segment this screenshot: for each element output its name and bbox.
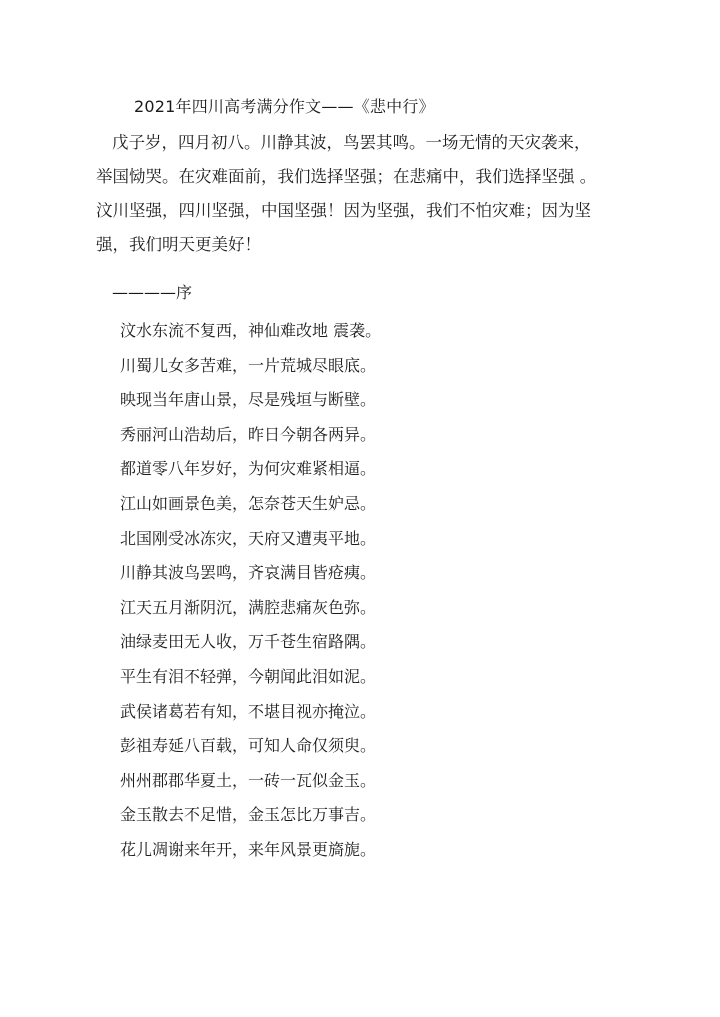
poem-list [120,314,381,868]
poem-line: 花儿凋谢来年开，来年风景更旖旎。 [120,839,377,859]
poem-line: 川静其波鸟罢鸣，齐哀满目皆疮痍。 [120,563,377,583]
poem-line: 州州郡郡华夏土，一砖一瓦似金玉。 [120,770,377,790]
intro-line: 汶川坚强，四川坚强，中国坚强！因为坚强，我们不怕灾难；因为坚 [96,201,591,220]
poem-line: 金玉散去不足惜，金玉怎比万事吉。 [120,805,377,825]
essay-title: 2021年四川高考满分作文——《悲中行》 [134,97,435,116]
poem-line: 平生有泪不轻弹，今朝闻此泪如泥。 [120,666,377,686]
poem-line: 油绿麦田无人收，万千苍生宿路隅。 [120,632,377,652]
poem-line: 江山如画景色美，怎奈苍天生妒忌。 [120,493,377,513]
poem-line: 汶水东流不复西，神仙难改地 震袭。 [120,321,382,340]
intro-line: 戊子岁，四月初八。川静其波，鸟罢其鸣。一场无情的天灾袭来， [112,133,591,152]
intro-line: 举国恸哭。在灾难面前，我们选择坚强；在悲痛中，我们选择坚强 。 [96,167,597,186]
poem-line: 江天五月渐阴沉，满腔悲痛灰色弥。 [120,597,377,617]
poem-line: 北国刚受冰冻灾，天府又遭夷平地。 [120,528,377,548]
intro-paragraph [96,126,656,262]
intro-line: 强，我们明天更美好！ [96,235,261,254]
poem-line: 彭祖寿延八百载，可知人命仅须臾。 [120,736,377,756]
poem-line: 都道零八年岁好，为何灾难紧相逼。 [120,459,377,479]
poem-line: 秀丽河山浩劫后，昨日今朝各两异。 [120,424,377,444]
poem-line: 映现当年唐山景，尽是残垣与断壁。 [120,390,377,410]
poem-line: 武侯诸葛若有知，不堪目视亦掩泣。 [120,701,377,721]
poem-line: 川蜀儿女多苦难，一片荒城尽眼底。 [120,355,377,375]
preface-label: ————序 [112,283,193,302]
